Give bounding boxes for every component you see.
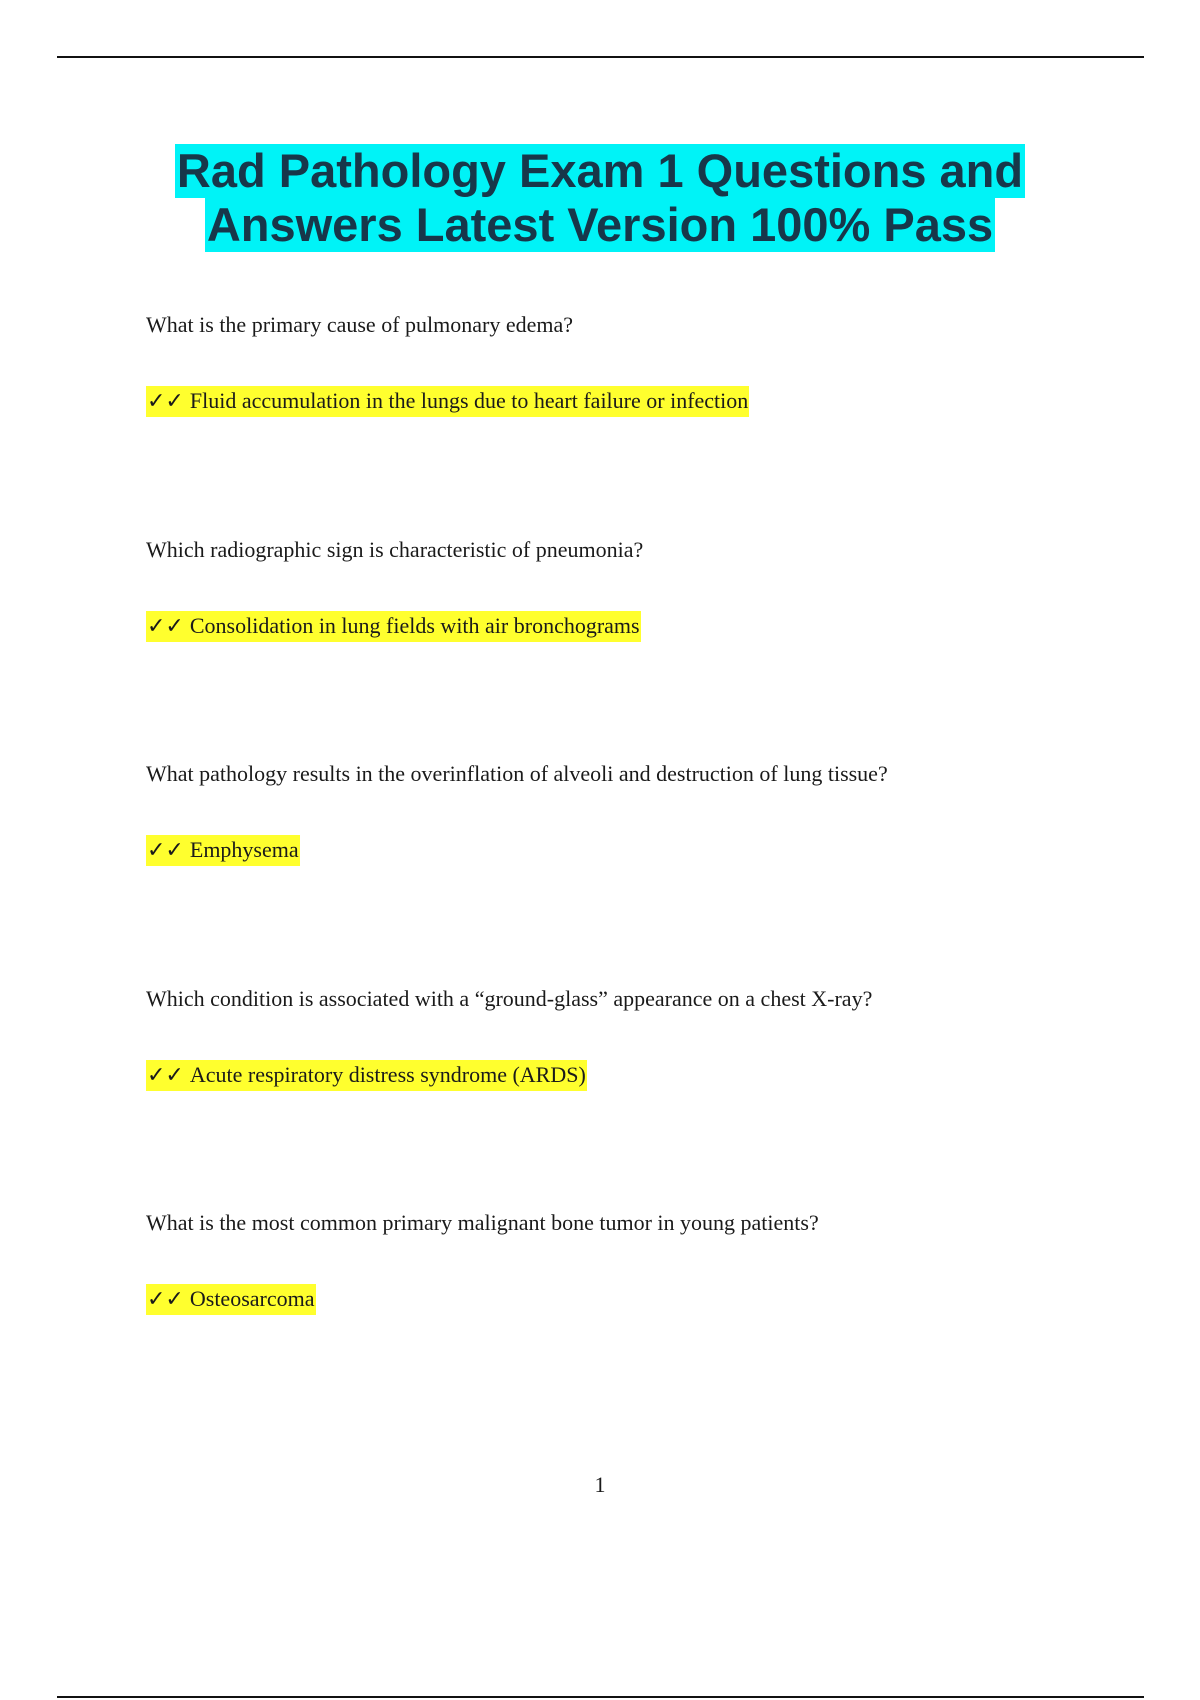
qa-item-1 bbox=[146, 310, 1146, 417]
check-mark-icon: ✓✓ bbox=[147, 838, 184, 863]
qa-item-3 bbox=[146, 759, 1146, 866]
check-mark-icon: ✓✓ bbox=[147, 1063, 184, 1088]
qa-item-5 bbox=[146, 1208, 1146, 1315]
question-text: Which radiographic sign is characteristic of pneumonia? bbox=[146, 537, 644, 562]
title-line-1: Rad Pathology Exam 1 Questions and bbox=[176, 144, 1024, 197]
answer-text: Emphysema bbox=[189, 837, 299, 862]
question-text: Which condition is associated with a “ground-glass” appearance on a chest X-ray? bbox=[146, 986, 873, 1011]
check-mark-icon: ✓✓ bbox=[147, 614, 184, 639]
answer-text: Consolidation in lung fields with air bronchograms bbox=[189, 613, 640, 638]
check-mark-icon: ✓✓ bbox=[147, 389, 184, 414]
title-line-2: Answers Latest Version 100% Pass bbox=[206, 198, 994, 251]
answer-highlight bbox=[146, 1284, 316, 1315]
check-mark-icon: ✓✓ bbox=[147, 1287, 184, 1312]
answer-text: Acute respiratory distress syndrome (ARDS) bbox=[189, 1062, 586, 1087]
answer-highlight bbox=[146, 386, 749, 417]
header-rule bbox=[57, 56, 1144, 58]
qa-item-2 bbox=[146, 535, 1146, 642]
qa-item-4 bbox=[146, 984, 1146, 1091]
answer-highlight bbox=[146, 1060, 587, 1091]
page-number: 1 bbox=[594, 1472, 606, 1497]
question-text: What is the primary cause of pulmonary edema? bbox=[146, 312, 574, 337]
document-title bbox=[0, 144, 1200, 252]
answer-highlight bbox=[146, 611, 641, 642]
question-text: What is the most common primary malignant bone tumor in young patients? bbox=[146, 1210, 819, 1235]
footer-rule bbox=[57, 1696, 1144, 1698]
answer-text: Osteosarcoma bbox=[189, 1286, 315, 1311]
answer-highlight bbox=[146, 835, 300, 866]
answer-text: Fluid accumulation in the lungs due to heart failure or infection bbox=[189, 388, 749, 413]
question-text: What pathology results in the overinflation of alveoli and destruction of lung tissue? bbox=[146, 761, 888, 786]
